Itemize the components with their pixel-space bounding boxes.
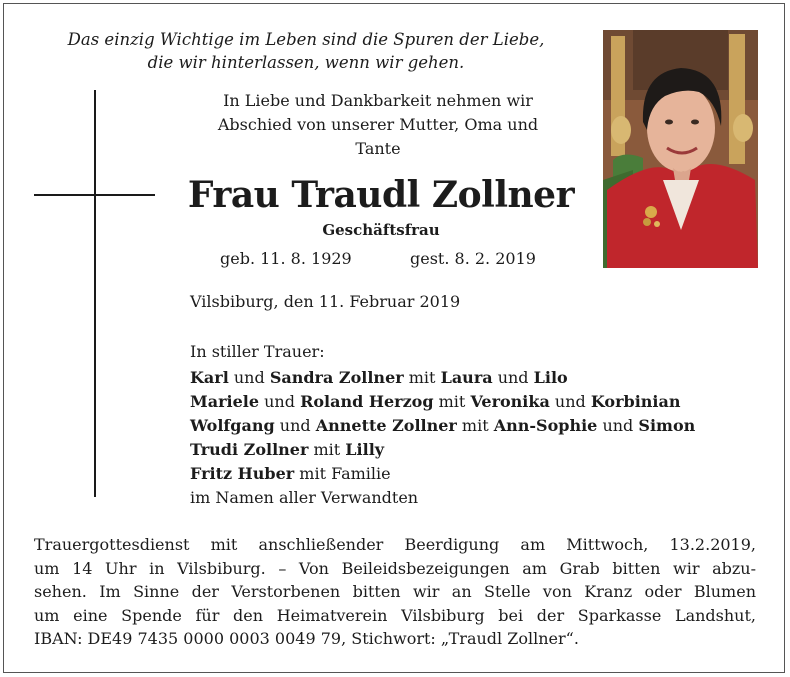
mourners-heading: In stiller Trauer: [190, 342, 325, 361]
mourner-name: Wolfgang [190, 416, 275, 435]
mourner-connector: mit [433, 392, 471, 411]
deceased-occupation: Geschäftsfrau [322, 221, 440, 239]
mourner-name: Karl [190, 368, 229, 387]
mourners-block [190, 340, 695, 510]
intro-line: In Liebe und Dankbarkeit nehmen wir [223, 91, 533, 110]
cross-horizontal-bar [34, 194, 155, 196]
birth-date: geb. 11. 8. 1929 [220, 249, 352, 268]
mourner-row [190, 486, 695, 510]
mourner-name: Mariele [190, 392, 260, 411]
mourner-name: Lilo [533, 368, 568, 387]
motto-line: die wir hinterlassen, wenn wir gehen. [147, 53, 465, 72]
intro-line: Abschied von unserer Mutter, Oma und [217, 115, 539, 134]
mourner-row [190, 366, 695, 390]
intro-text [178, 89, 578, 161]
funeral-service-info [34, 533, 756, 651]
mourner-connector: mit [456, 416, 494, 435]
mourner-name: Annette Zollner [315, 416, 457, 435]
service-info-line: um 14 Uhr in Vilsbiburg. – Von Beileidsbezeigungen am Grab bitten wir abzu- [34, 558, 756, 578]
portrait-photo [603, 30, 758, 268]
mourner-name: Sandra Zollner [269, 368, 404, 387]
mourner-row [190, 462, 695, 486]
mourner-connector: und [492, 368, 534, 387]
mourner-connector: und [274, 416, 316, 435]
mourner-row [190, 438, 695, 462]
mourner-connector: mit Familie [294, 464, 391, 483]
mourner-name: Lilly [345, 440, 385, 459]
motto-quote [30, 28, 582, 74]
service-info-line: sehen. Im Sinne der Verstorbenen bitten wir an Stelle von Kranz oder Blumen [34, 582, 756, 601]
mourner-name: Veronika [470, 392, 550, 411]
mourner-connector: und [228, 368, 270, 387]
intro-line: Tante [355, 139, 401, 158]
mourner-connector: im Namen aller Verwandten [190, 488, 419, 507]
mourner-name: Korbinian [590, 392, 681, 411]
place-and-date: Vilsbiburg, den 11. Februar 2019 [190, 292, 461, 311]
mourner-connector: und [549, 392, 591, 411]
mourner-connector: mit [403, 368, 441, 387]
mourner-name: Ann-Sophie [493, 416, 598, 435]
mourner-connector: und [259, 392, 301, 411]
mourner-name: Simon [638, 416, 696, 435]
mourner-name: Trudi Zollner [190, 440, 309, 459]
deceased-name: Frau Traudl Zollner [187, 174, 575, 216]
mourner-row [190, 414, 695, 438]
mourner-row [190, 390, 695, 414]
mourner-name: Roland Herzog [300, 392, 434, 411]
service-info-line: IBAN: DE49 7435 0000 0003 0049 79, Stichwort: „Traudl Zollner“. [34, 629, 579, 648]
service-info-line: um eine Spende für den Heimatverein Vilsbiburg bei der Sparkasse Landshut, [34, 605, 756, 625]
portrait-image [603, 30, 758, 268]
service-info-line: Trauergottesdienst mit anschließender Beerdigung am Mittwoch, 13.2.2019, [34, 535, 756, 554]
mourner-connector: und [597, 416, 639, 435]
mourner-connector: mit [308, 440, 346, 459]
mourner-name: Fritz Huber [190, 464, 295, 483]
mourner-name: Laura [440, 368, 493, 387]
death-date: gest. 8. 2. 2019 [410, 249, 536, 268]
mourners-list [190, 366, 695, 510]
cross-vertical-bar [94, 90, 96, 497]
motto-line: Das einzig Wichtige im Leben sind die Spuren der Liebe, [67, 30, 545, 49]
